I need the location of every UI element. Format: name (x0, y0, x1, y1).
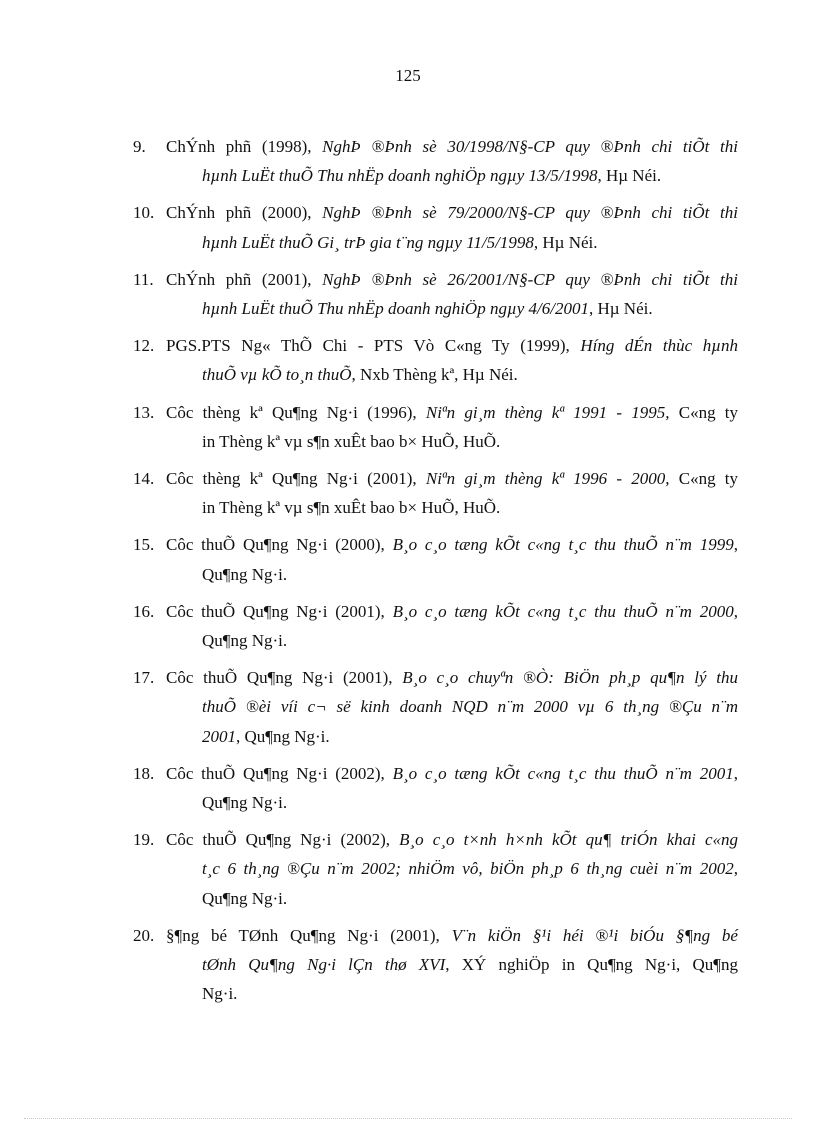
reference-title: thuÕ ®èi víi c¬ së kinh doanh NQD n¨m 2000 vµ 6 th¸ng ®Çu n¨m (202, 697, 738, 717)
reference-line (166, 294, 738, 323)
reference-line (166, 979, 738, 1008)
reference-line (166, 464, 738, 493)
reference-line (166, 132, 738, 161)
reference-line (166, 884, 738, 913)
reference-number: 15. (133, 535, 155, 555)
reference-line (166, 722, 738, 751)
reference-number: 11. (133, 269, 154, 289)
reference-line (166, 198, 738, 227)
reference-number: 19. (133, 830, 155, 850)
reference-line (166, 663, 738, 692)
reference-item (132, 398, 738, 456)
reference-text: Côc thèng kª Qu¶ng Ng·i (1996), (166, 402, 426, 422)
reference-text: in Thèng kª vµ s¶n xuÊt bao b× HuÕ, HuÕ. (202, 498, 501, 518)
reference-line (166, 493, 738, 522)
reference-line (166, 854, 738, 883)
reference-line (166, 398, 738, 427)
reference-title: hµnh LuËt thuÕ Thu nhËp doanh nghiÖp ngµy 4/6/2001 (202, 299, 589, 319)
reference-number: 17. (133, 668, 155, 688)
reference-text: , (733, 535, 738, 555)
reference-text: Qu¶ng Ng·i. (202, 793, 288, 813)
reference-number: 12. (133, 336, 155, 356)
reference-text: , (733, 763, 738, 783)
reference-text: , Hµ Néi. (533, 232, 598, 252)
reference-item (132, 663, 738, 751)
reference-text: Ng·i. (202, 984, 238, 1004)
reference-title: hµnh LuËt thuÕ Gi¸ trÞ gia t¨ng ngµy 11/5/1998 (202, 232, 534, 252)
reference-title: B¸o c¸o t×nh h×nh kÕt qu¶ triÓn khai c«ng (399, 830, 738, 850)
reference-number: 14. (133, 469, 155, 489)
reference-text: ChÝnh phñ (2001), (166, 269, 323, 289)
reference-line (166, 950, 738, 979)
reference-text: , (733, 601, 738, 621)
reference-title: hµnh LuËt thuÕ Thu nhËp doanh nghiÖp ngµy 13/5/1998 (202, 166, 598, 186)
footer-divider (24, 1118, 792, 1119)
reference-title: Niªn gi¸m thèng kª 1991 - 1995, (425, 402, 670, 422)
reference-text: Qu¶ng Ng·i. (202, 564, 288, 584)
reference-line (166, 360, 738, 389)
reference-text: in Thèng kª vµ s¶n xuÊt bao b× HuÕ, HuÕ. (202, 431, 501, 451)
reference-text: , XÝ nghiÖp in Qu¶ng Ng·i, Qu¶ng (445, 955, 738, 975)
reference-title: thuÕ vµ kÕ to¸n thuÕ (202, 365, 352, 385)
reference-title: NghÞ ®Þnh sè 30/1998/N§-CP quy ®Þnh chi tiÕt thi (322, 137, 738, 156)
reference-line (166, 228, 738, 257)
reference-item (132, 265, 738, 323)
reference-text: ChÝnh phñ (2000), (166, 203, 323, 223)
reference-title: t¸c 6 th¸ng ®Çu n¨m 2002; nhiÖm vô, biÖn ph¸p 6 th¸ng cuèi n¨m 2002 (202, 859, 734, 879)
reference-text: Côc thuÕ Qu¶ng Ng·i (2001), (166, 668, 403, 688)
reference-line (166, 597, 738, 626)
reference-line (166, 921, 738, 950)
reference-item (132, 597, 738, 655)
reference-title: B¸o c¸o tæng kÕt c«ng t¸c thu thuÕ n¨m 2000 (392, 601, 734, 621)
reference-line (166, 560, 738, 589)
reference-text: ChÝnh phñ (1998), (166, 137, 323, 156)
reference-line (166, 161, 738, 190)
reference-line (166, 788, 738, 817)
reference-number: 10. (133, 203, 155, 223)
reference-text: , Nxb Thèng kª, Hµ Néi. (351, 365, 518, 385)
reference-text: Côc thuÕ Qu¶ng Ng·i (2000), (166, 535, 393, 555)
reference-title: Híng dÉn thùc hµnh (580, 336, 738, 356)
reference-line (166, 692, 738, 721)
reference-text: , Hµ Néi. (588, 299, 653, 319)
reference-item (132, 825, 738, 913)
reference-text: , Qu¶ng Ng·i. (236, 726, 330, 746)
reference-line (166, 626, 738, 655)
reference-text: Qu¶ng Ng·i. (202, 888, 288, 908)
reference-text: §¶ng bé TØnh Qu¶ng Ng·i (2001), (166, 925, 452, 945)
reference-number: 16. (133, 601, 155, 621)
reference-item (132, 921, 738, 1009)
reference-item (132, 198, 738, 256)
reference-title: B¸o c¸o tæng kÕt c«ng t¸c thu thuÕ n¨m 2001 (392, 763, 734, 783)
reference-line (166, 759, 738, 788)
reference-item (132, 759, 738, 817)
reference-title: V¨n kiÖn §¹i héi ®¹i biÓu §¶ng bé (451, 925, 738, 945)
reference-text: Côc thuÕ Qu¶ng Ng·i (2001), (166, 601, 393, 621)
reference-number: 13. (133, 402, 155, 422)
reference-item (132, 464, 738, 522)
reference-text: Côc thuÕ Qu¶ng Ng·i (2002), (166, 763, 393, 783)
reference-text: , (733, 859, 738, 879)
reference-text: , Hµ Néi. (597, 166, 662, 186)
reference-text: Côc thèng kª Qu¶ng Ng·i (2001), (166, 469, 426, 489)
reference-list (132, 132, 738, 1016)
reference-item (132, 530, 738, 588)
reference-number: 9. (133, 137, 146, 156)
reference-line (166, 331, 738, 360)
reference-number: 20. (133, 925, 155, 945)
reference-title: Niªn gi¸m thèng kª 1996 - 2000, (425, 469, 670, 489)
reference-item (132, 331, 738, 389)
page-number: 125 (395, 66, 421, 85)
reference-line (166, 530, 738, 559)
reference-text: C«ng ty (669, 402, 739, 422)
reference-title: NghÞ ®Þnh sè 79/2000/N§-CP quy ®Þnh chi tiÕt thi (322, 203, 738, 223)
reference-text: PGS.PTS Ng« ThÕ Chi - PTS Vò C«ng Ty (1999), (166, 336, 581, 356)
reference-title: B¸o c¸o tæng kÕt c«ng t¸c thu thuÕ n¨m 1999 (392, 535, 734, 555)
reference-line (166, 427, 738, 456)
reference-title: 2001 (202, 726, 236, 746)
reference-line (166, 825, 738, 854)
reference-text: Côc thuÕ Qu¶ng Ng·i (2002), (166, 830, 400, 850)
reference-title: B¸o c¸o chuyªn ®Ò: BiÖn ph¸p qu¶n lý thu (402, 668, 738, 688)
reference-title: NghÞ ®Þnh sè 26/2001/N§-CP quy ®Þnh chi tiÕt thi (322, 269, 738, 289)
reference-number: 18. (133, 763, 155, 783)
reference-item (132, 132, 738, 190)
reference-text: C«ng ty (669, 469, 739, 489)
reference-title: tØnh Qu¶ng Ng·i lÇn thø XVI (202, 955, 446, 975)
reference-line (166, 265, 738, 294)
reference-text: Qu¶ng Ng·i. (202, 631, 288, 651)
